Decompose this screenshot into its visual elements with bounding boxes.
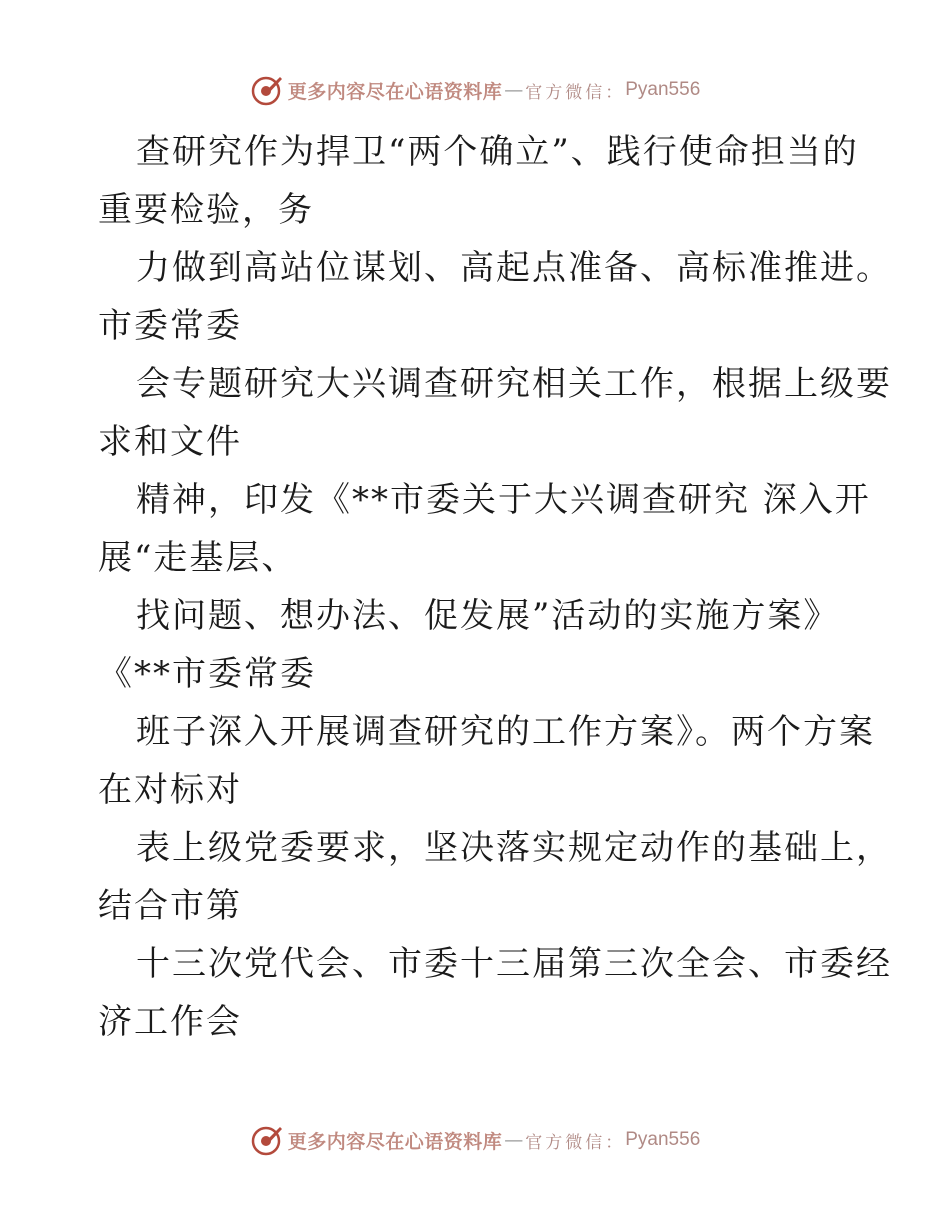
- watermark-header: [0, 70, 950, 110]
- text-line: 表上级党委要求，坚决落实规定动作的基础上，: [136, 828, 892, 868]
- watermark-footer: [0, 1120, 950, 1160]
- watermark-dash: —: [504, 1129, 524, 1151]
- watermark-dash: —: [504, 79, 524, 101]
- text-line: 市委常委: [98, 306, 242, 346]
- text-line: 在对标对: [98, 770, 242, 810]
- text-line: 班子深入开展调查研究的工作方案》。两个方案: [136, 712, 875, 752]
- text-line: 精神，印发《**市委关于大兴调查研究 深入开: [136, 480, 871, 520]
- pen-logo-icon: [250, 1123, 284, 1157]
- text-line: 查研究作为捍卫“两个确立”、践行使命担当的: [136, 132, 859, 172]
- text-line: 会专题研究大兴调查研究相关工作，根据上级要: [136, 364, 892, 404]
- text-line: 重要检验，务: [98, 190, 314, 230]
- watermark-id: Pyan556: [625, 79, 701, 100]
- watermark-id: Pyan556: [625, 1129, 701, 1150]
- watermark-label: 官方微信：: [525, 82, 626, 103]
- text-line: 济工作会: [98, 1002, 242, 1042]
- text-line: 力做到高站位谋划、高起点准备、高标准推进。: [136, 248, 892, 288]
- text-line: 求和文件: [98, 422, 242, 462]
- pen-logo-icon: [250, 73, 284, 107]
- text-line: 结合市第: [98, 886, 242, 926]
- text-line: 十三次党代会、市委十三届第三次全会、市委经: [136, 944, 892, 984]
- text-line: 《**市委常委: [98, 654, 316, 694]
- watermark-label: 官方微信：: [525, 1132, 626, 1153]
- document-body: [98, 123, 892, 1051]
- watermark-text: 更多内容尽在心语资料库: [287, 1130, 503, 1153]
- watermark-text: 更多内容尽在心语资料库: [287, 80, 503, 103]
- text-line: 展“走基层、: [98, 538, 298, 578]
- text-line: 找问题、想办法、促发展”活动的实施方案》: [136, 596, 840, 636]
